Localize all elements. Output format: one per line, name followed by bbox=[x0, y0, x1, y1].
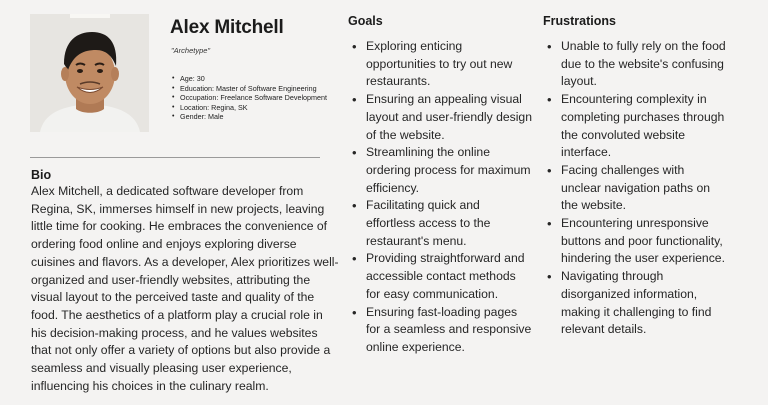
goal-item: • Facilitating quick and effortless access to the restaurant's menu. bbox=[352, 197, 532, 250]
detail-education: • Education: Master of Software Engineering bbox=[172, 84, 327, 94]
goal-item: • Streamlining the online ordering process for maximum efficiency. bbox=[352, 144, 532, 197]
section-divider bbox=[30, 157, 320, 158]
goal-item: • Ensuring fast-loading pages for a seamless and responsive online experience. bbox=[352, 304, 532, 357]
profile-photo bbox=[30, 14, 149, 132]
frustrations-list bbox=[547, 38, 727, 339]
person-portrait-icon bbox=[30, 14, 149, 132]
persona-name: Alex Mitchell bbox=[170, 17, 284, 38]
goal-item: • Ensuring an appealing visual layout and user-friendly design of the website. bbox=[352, 91, 532, 144]
frustration-item: • Facing challenges with unclear navigation paths on the website. bbox=[547, 162, 727, 215]
detail-location: • Location: Regina, SK bbox=[172, 103, 327, 113]
goals-list bbox=[352, 38, 532, 357]
frustration-item: • Unable to fully rely on the food due to the website's confusing layout. bbox=[547, 38, 727, 91]
goal-item: • Exploring enticing opportunities to try out new restaurants. bbox=[352, 38, 532, 91]
frustration-item: • Encountering unresponsive buttons and poor functionality, hindering the user experience. bbox=[547, 215, 727, 268]
detail-occupation: • Occupation: Freelance Software Development bbox=[172, 93, 327, 103]
bio-heading: Bio bbox=[31, 168, 52, 182]
bio-paragraph: Alex Mitchell, a dedicated software developer from Regina, SK, immerses himself in new projects, leaving little time for cooking. He embraces the convenience of ordering food online and enjoys exploring diverse cuisines and flavors. As a developer, Alex prioritizes well-organized and user-friendly websites, attributing the visual layout to the perceived taste and quality of the food. The aesthetics of a platform play a crucial role in his decision-making process, and he values websites that not only offer a variety of options but also provide a seamless and visually pleasing user experience, influencing his choices in the culinary realm. bbox=[31, 184, 339, 393]
photo-tape bbox=[70, 14, 110, 18]
frustration-item: • Navigating through disorganized information, making it challenging to find relevant details. bbox=[547, 268, 727, 339]
detail-age: • Age: 30 bbox=[172, 74, 327, 84]
goals-heading: Goals bbox=[348, 14, 383, 28]
persona-details-list bbox=[172, 74, 327, 122]
persona-archetype: "Archetype" bbox=[171, 46, 211, 55]
frustrations-heading: Frustrations bbox=[543, 14, 616, 28]
detail-gender: • Gender: Male bbox=[172, 112, 327, 122]
frustration-item: • Encountering complexity in completing purchases through the convoluted website interface. bbox=[547, 91, 727, 162]
goal-item: • Providing straightforward and accessible contact methods for easy communication. bbox=[352, 250, 532, 303]
